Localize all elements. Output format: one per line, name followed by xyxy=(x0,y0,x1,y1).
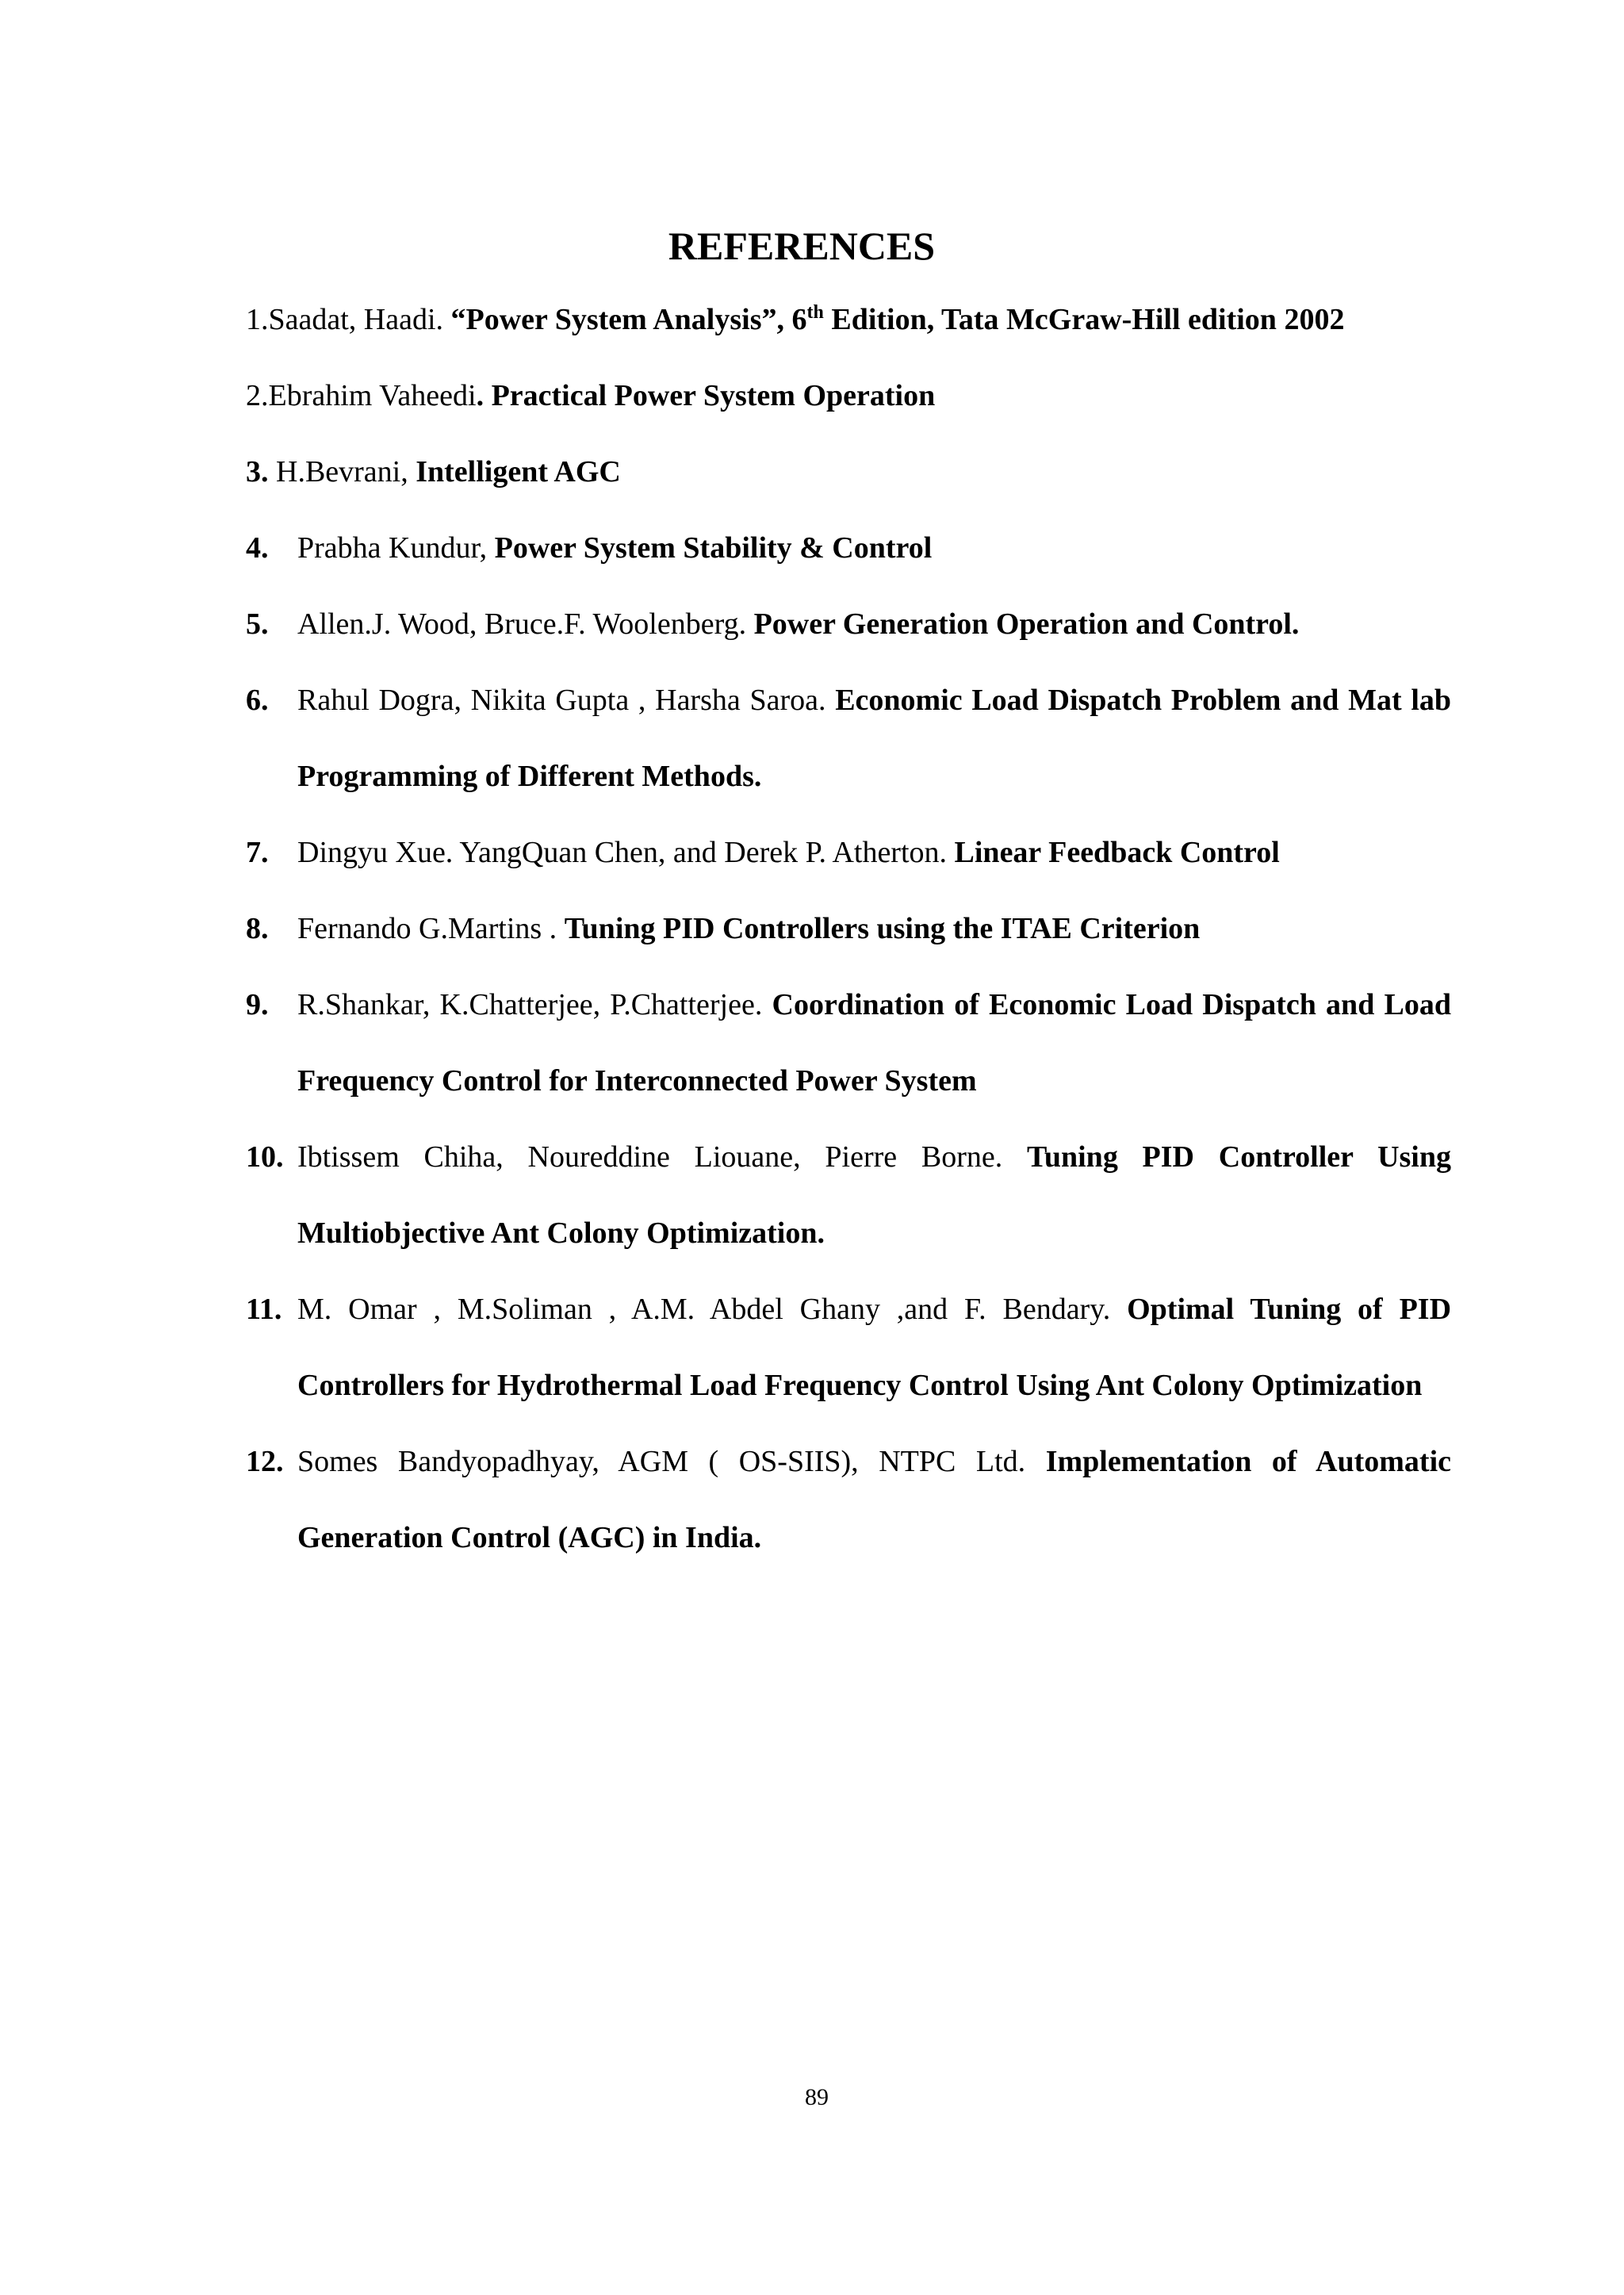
reference-authors: Allen.J. Wood, Bruce.F. Woolenberg. xyxy=(297,607,754,641)
reference-title: Intelligent AGC xyxy=(416,455,621,489)
reference-number: 12. xyxy=(246,1445,284,1478)
reference-title: Implementation of Automatic Generation Control (AGC) in India. xyxy=(297,1445,1451,1554)
reference-number: 6. xyxy=(246,684,269,717)
reference-item-10 xyxy=(246,1119,1451,1271)
reference-title: Power Generation Operation and Control. xyxy=(753,607,1300,641)
reference-item-7 xyxy=(246,814,1451,891)
reference-number: 3. xyxy=(246,455,269,489)
reference-item-6 xyxy=(246,662,1451,814)
reference-item-9 xyxy=(246,967,1451,1119)
page-number: 89 xyxy=(805,2084,829,2110)
reference-authors: R.Shankar, K.Chatterjee, P.Chatterjee. xyxy=(297,988,772,1021)
reference-title: Coordination of Economic Load Dispatch and Load Frequency Control for Interconnected Power System xyxy=(297,988,1451,1098)
page-title: REFERENCES xyxy=(668,224,936,268)
reference-title: Tuning PID Controller Using Multiobjective Ant Colony Optimization. xyxy=(297,1140,1451,1250)
reference-item-3 xyxy=(246,434,1451,510)
reference-number: 2. xyxy=(246,379,269,412)
reference-title-part: Edition, Tata McGraw-Hill edition 2002 xyxy=(823,303,1345,336)
reference-item-2 xyxy=(246,358,1451,434)
reference-number: 10. xyxy=(246,1140,284,1174)
reference-item-11 xyxy=(246,1271,1451,1423)
reference-title: Linear Feedback Control xyxy=(954,836,1280,869)
reference-title: Optimal Tuning of PID Controllers for Hydrothermal Load Frequency Control Using Ant Colony Optimization xyxy=(297,1293,1452,1402)
reference-authors: Ibtissem Chiha, Noureddine Liouane, Pierre Borne. xyxy=(297,1140,1027,1174)
reference-item-8 xyxy=(246,891,1451,967)
reference-authors: Somes Bandyopadhyay, AGM ( OS-SIIS), NTPC Ltd. xyxy=(297,1445,1046,1478)
reference-number: 7. xyxy=(246,836,269,869)
reference-authors: Rahul Dogra, Nikita Gupta , Harsha Saroa. xyxy=(297,684,836,717)
reference-item-12 xyxy=(246,1423,1451,1576)
reference-authors: Fernando G.Martins . xyxy=(297,912,565,945)
reference-title: . Practical Power System Operation xyxy=(476,379,936,412)
reference-number: 1. xyxy=(246,303,269,336)
reference-title-part: “Power System Analysis”, 6 xyxy=(450,303,807,336)
reference-number: 8. xyxy=(246,912,269,945)
reference-item-1 xyxy=(246,282,1451,358)
reference-authors: Saadat, Haadi. xyxy=(268,303,451,336)
reference-title: Economic Load Dispatch Problem and Mat lab Programming of Different Methods. xyxy=(297,684,1452,793)
reference-item-5 xyxy=(246,586,1451,662)
reference-title: Power System Stability & Control xyxy=(494,531,933,565)
reference-number: 11. xyxy=(246,1293,282,1326)
reference-item-4 xyxy=(246,510,1451,586)
reference-authors: Dingyu Xue. YangQuan Chen, and Derek P. Atherton. xyxy=(297,836,955,869)
reference-authors: Prabha Kundur, xyxy=(297,531,495,565)
reference-authors: M. Omar , M.Soliman , A.M. Abdel Ghany ,and F. Bendary. xyxy=(297,1293,1128,1326)
reference-number: 5. xyxy=(246,607,269,641)
reference-title: Tuning PID Controllers using the ITAE Criterion xyxy=(564,912,1201,945)
reference-number: 4. xyxy=(246,531,269,565)
superscript: th xyxy=(806,302,824,323)
reference-authors: H.Bevrani, xyxy=(268,455,416,489)
reference-number: 9. xyxy=(246,988,269,1021)
reference-list xyxy=(246,282,1451,1576)
reference-authors: Ebrahim Vaheedi xyxy=(268,379,477,412)
reference-title xyxy=(451,303,1345,336)
